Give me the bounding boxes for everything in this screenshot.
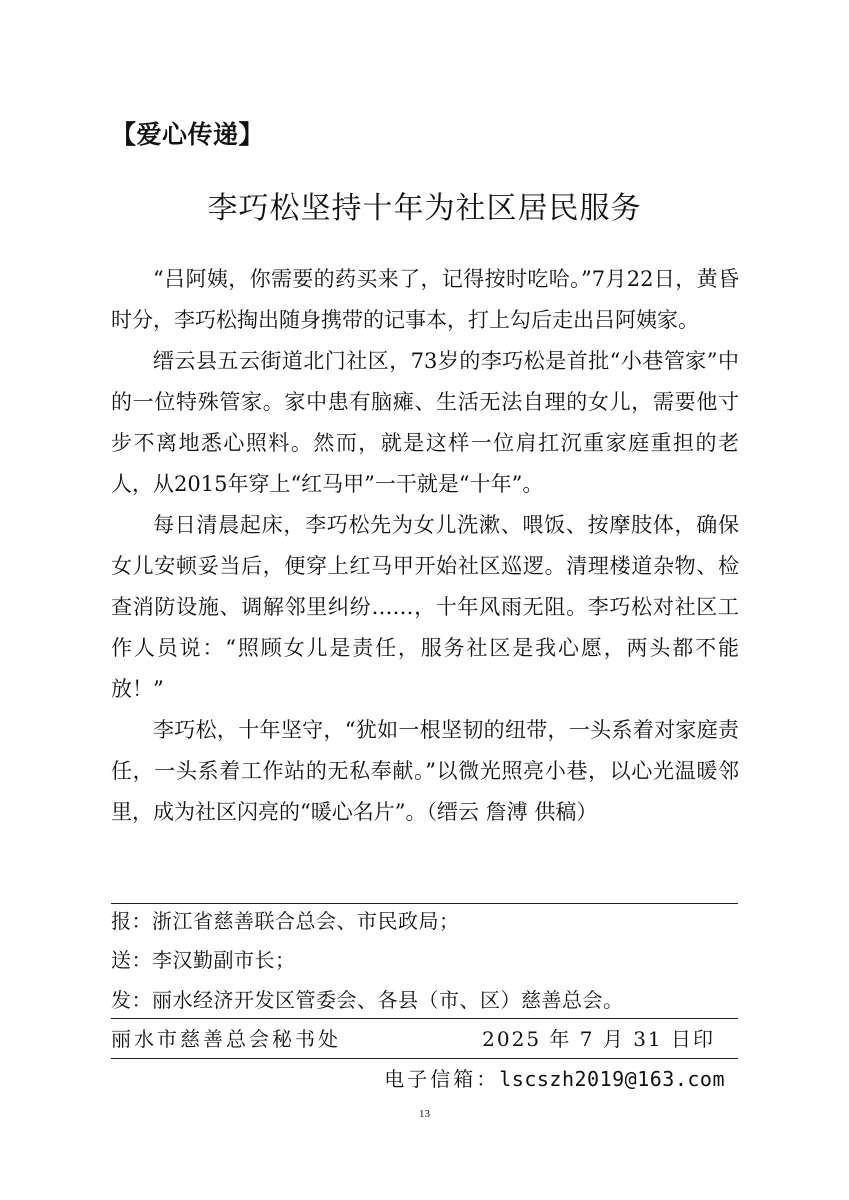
article-body <box>111 259 739 833</box>
article-title: 李巧松坚持十年为社区居民服务 <box>207 191 642 226</box>
article-paragraph: 李巧松，十年坚守，“犹如一根坚韧的纽带，一头系着对家庭责任，一头系着工作站的无私奉献。”以微光照亮小巷，以心光温暖邻里，成为社区闪亮的“暖心名片”。（缙云 詹溥 供稿） <box>111 718 739 824</box>
issuer-name: 丽水市慈善总会秘书处 <box>111 1027 341 1051</box>
email-line <box>384 1064 725 1094</box>
report-to-line: 报：浙江省慈善联合总会、市民政局； <box>111 909 460 933</box>
send-to-line: 送：李汉勤副市长； <box>111 948 296 972</box>
page-number: 13 <box>419 1108 430 1120</box>
divider-bottom <box>111 1058 738 1059</box>
email-address: lscszh2019@163.com <box>499 1067 725 1091</box>
divider-middle <box>111 1018 738 1019</box>
print-date: 2025 年 7 月 31 日印 <box>482 1027 715 1051</box>
issue-to-line: 发：丽水经济开发区管委会、各县（市、区）慈善总会。 <box>111 988 624 1012</box>
email-label: 电子信箱： <box>384 1067 500 1091</box>
article-paragraph: “吕阿姨，你需要的药买来了，记得按时吃哈。”7月22日，黄昏时分，李巧松掏出随身携带的记事本，打上勾后走出吕阿姨家。 <box>111 267 739 332</box>
divider-top <box>111 903 738 904</box>
article-paragraph: 每日清晨起床，李巧松先为女儿洗漱、喂饭、按摩肢体，确保女儿安顿妥当后，便穿上红马甲开始社区巡逻。清理楼道杂物、检查消防设施、调解邻里纠纷……，十年风雨无阻。李巧松对社区工作人员说：“照顾女儿是责任，服务社区是我心愿，两头都不能放！” <box>111 513 739 701</box>
section-tag: 【爱心传递】 <box>111 120 265 149</box>
article-paragraph: 缙云县五云街道北门社区，73岁的李巧松是首批“小巷管家”中的一位特殊管家。家中患有脑瘫、生活无法自理的女儿，需要他寸步不离地悉心照料。然而，就是这样一位肩扛沉重家庭重担的老人，从2015年穿上“红马甲”一干就是“十年”。 <box>111 349 739 496</box>
